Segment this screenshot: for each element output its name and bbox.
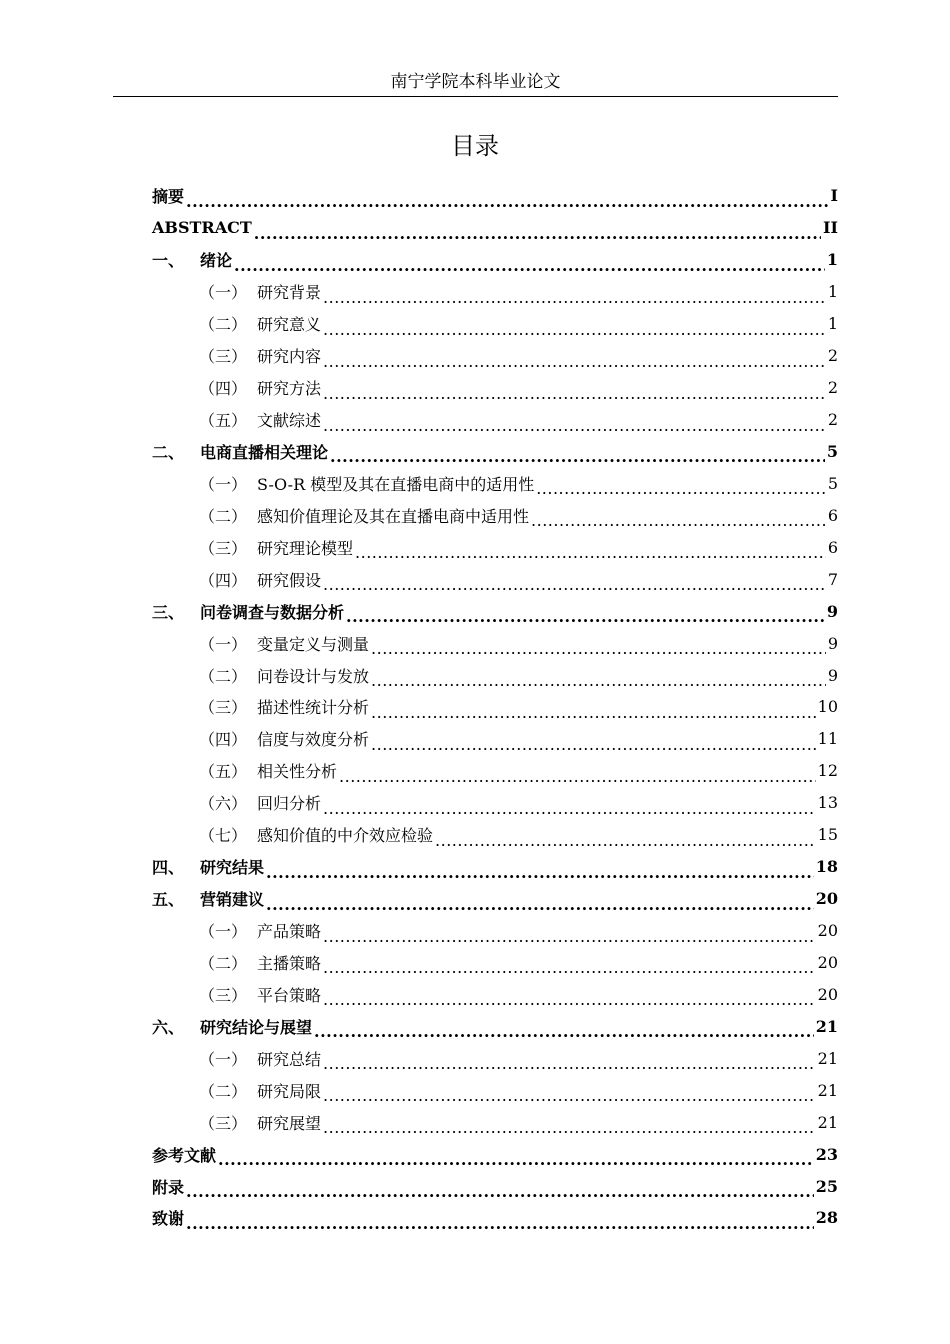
toc-entry-label: 研究意义: [257, 315, 322, 335]
dot-leader: [435, 831, 816, 851]
dot-leader: [186, 1182, 814, 1202]
toc-entry-page: 6: [827, 505, 838, 525]
toc-entry-page: 21: [817, 1112, 838, 1132]
toc-entry-page: 5: [826, 441, 838, 461]
toc-entry-number: 四、: [152, 858, 185, 878]
toc-entry-label: 感知价值的中介效应检验: [257, 826, 434, 846]
toc-entry-page: 20: [817, 921, 838, 941]
toc-entry-label: 参考文献: [152, 1145, 217, 1165]
dot-leader: [323, 927, 816, 947]
toc-entry[interactable]: [152, 244, 838, 276]
toc-entry-page: 2: [827, 346, 838, 366]
toc-entry[interactable]: [152, 787, 838, 819]
toc-entry-number: （四）: [199, 379, 248, 399]
toc-entry-page: 2: [827, 378, 838, 398]
dot-leader: [323, 1054, 816, 1074]
toc-title: 目录: [451, 132, 499, 161]
toc-entry-number: 一、: [152, 251, 185, 271]
toc-entry-page: 28: [815, 1208, 838, 1228]
toc-entry-number: （二）: [199, 666, 248, 686]
toc-entry[interactable]: [152, 467, 838, 499]
toc-entry[interactable]: [152, 1106, 838, 1138]
toc-entry[interactable]: [152, 180, 838, 212]
dot-leader: [266, 895, 814, 915]
toc-entry-number: （一）: [199, 634, 248, 654]
toc-entry-number: （七）: [199, 826, 248, 846]
dot-leader: [323, 1118, 816, 1138]
toc-entry-label: 研究局限: [257, 1081, 322, 1101]
toc-entry-number: （四）: [199, 570, 248, 590]
toc-entry[interactable]: [152, 404, 838, 436]
dot-leader: [323, 288, 826, 308]
toc-entry[interactable]: [152, 691, 838, 723]
toc-entry-label: 文献综述: [257, 411, 322, 431]
dot-leader: [266, 863, 814, 883]
dot-leader: [371, 735, 816, 755]
dot-leader: [234, 256, 825, 276]
toc-entry-number: （一）: [199, 922, 248, 942]
toc-entry-number: （三）: [199, 698, 248, 718]
dot-leader: [323, 352, 826, 372]
toc-entry-label: 主播策略: [257, 953, 322, 973]
dot-leader: [186, 192, 829, 212]
toc-entry[interactable]: [152, 1010, 838, 1042]
dot-leader: [330, 447, 825, 467]
toc-entry-number: （三）: [199, 1113, 248, 1133]
toc-entry-page: 12: [817, 761, 838, 781]
toc-entry-number: （二）: [199, 506, 248, 526]
dot-leader: [371, 639, 826, 659]
toc-entry[interactable]: [152, 851, 838, 883]
dot-leader: [323, 320, 826, 340]
toc-entry-label: 营销建议: [200, 890, 265, 910]
toc-entry-page: 15: [817, 825, 838, 845]
toc-entry-page: 23: [815, 1144, 838, 1164]
dot-leader: [218, 1150, 814, 1170]
toc-entry-label: 变量定义与测量: [257, 634, 370, 654]
toc-entry-label: 产品策略: [257, 922, 322, 942]
toc-entry[interactable]: [152, 883, 838, 915]
toc-entry-number: （三）: [199, 985, 248, 1005]
dot-leader: [371, 671, 826, 691]
dot-leader: [536, 479, 826, 499]
toc-entry-page: 11: [817, 729, 838, 749]
toc-entry[interactable]: [152, 1202, 838, 1234]
toc-entry-page: 2: [827, 410, 838, 430]
toc-entry-label: 附录: [152, 1177, 185, 1197]
dot-leader: [323, 384, 826, 404]
toc-entry-number: （三）: [199, 538, 248, 558]
toc-entry-label: 摘要: [152, 187, 185, 207]
toc-entry-label: 研究总结: [257, 1049, 322, 1069]
toc-entry-page: 9: [826, 601, 838, 621]
dot-leader: [323, 575, 826, 595]
toc-entry-page: 18: [815, 857, 838, 877]
dot-leader: [323, 958, 816, 978]
dot-leader: [323, 799, 816, 819]
toc-entry[interactable]: [152, 308, 838, 340]
toc-entry-label: 致谢: [152, 1209, 185, 1229]
toc-entry-page: II: [823, 218, 838, 238]
toc-entry-label: 研究结论与展望: [200, 1017, 313, 1037]
toc-entry-page: 1: [826, 250, 838, 270]
toc-entry-number: （一）: [199, 283, 248, 303]
toc-entry[interactable]: [152, 659, 838, 691]
toc-entry-page: 20: [815, 889, 838, 909]
toc-entry-label: 信度与效度分析: [257, 730, 370, 750]
toc-entry-label: 研究背景: [257, 283, 322, 303]
toc-entry[interactable]: [152, 436, 838, 468]
toc-entry-page: 20: [817, 952, 838, 972]
toc-entry-number: （二）: [199, 953, 248, 973]
toc-entry-label: 绪论: [200, 251, 233, 271]
toc-entry-label: 回归分析: [257, 794, 322, 814]
toc-entry[interactable]: [152, 499, 838, 531]
toc-entry-page: 10: [817, 697, 838, 717]
toc-entry[interactable]: [152, 595, 838, 627]
toc-entry[interactable]: [152, 340, 838, 372]
toc-list: [152, 180, 838, 1234]
toc-entry-number: （五）: [199, 411, 248, 431]
toc-entry-number: （五）: [199, 762, 248, 782]
toc-entry-page: 5: [827, 473, 838, 493]
toc-entry-number: （六）: [199, 794, 248, 814]
toc-entry-page: 7: [827, 569, 838, 589]
dot-leader: [186, 1214, 814, 1234]
toc-entry[interactable]: [152, 372, 838, 404]
toc-entry-label: 感知价值理论及其在直播电商中适用性: [257, 506, 530, 526]
toc-entry-page: 1: [827, 282, 838, 302]
toc-entry-label: S-O-R 模型及其在直播电商中的适用性: [257, 474, 535, 494]
toc-entry[interactable]: [152, 276, 838, 308]
toc-entry[interactable]: [152, 755, 838, 787]
dot-leader: [531, 511, 826, 531]
page-header: [113, 68, 838, 97]
toc-entry-page: 6: [827, 537, 838, 557]
toc-entry-number: （二）: [199, 315, 248, 335]
toc-entry-page: 21: [815, 1016, 838, 1036]
dot-leader: [323, 990, 816, 1010]
dot-leader: [254, 224, 821, 244]
toc-entry[interactable]: [152, 1042, 838, 1074]
toc-entry[interactable]: [152, 212, 838, 244]
toc-entry-page: 9: [827, 665, 838, 685]
toc-entry[interactable]: [152, 1170, 838, 1202]
toc-entry-label: 描述性统计分析: [257, 698, 370, 718]
dot-leader: [371, 703, 816, 723]
toc-entry-page: 20: [817, 984, 838, 1004]
toc-entry-page: 21: [817, 1080, 838, 1100]
header-text: 南宁学院本科毕业论文: [390, 72, 561, 92]
toc-entry-number: （二）: [199, 1081, 248, 1101]
dot-leader: [339, 767, 816, 787]
toc-entry-label: 问卷调查与数据分析: [200, 602, 345, 622]
toc-entry-label: 研究内容: [257, 347, 322, 367]
toc-entry-label: 研究假设: [257, 570, 322, 590]
toc-entry[interactable]: [152, 723, 838, 755]
toc-entry-page: 9: [827, 633, 838, 653]
toc-entry-label: ABSTRACT: [152, 218, 252, 238]
toc-entry[interactable]: [152, 915, 838, 947]
toc-entry[interactable]: [152, 1138, 838, 1170]
toc-entry[interactable]: [152, 531, 838, 563]
toc-entry[interactable]: [152, 563, 838, 595]
dot-leader: [323, 1086, 816, 1106]
toc-entry-page: 21: [817, 1048, 838, 1068]
toc-entry-number: （三）: [199, 347, 248, 367]
toc-entry-number: 六、: [152, 1017, 185, 1037]
toc-entry-page: I: [830, 186, 838, 206]
toc-entry-page: 13: [817, 793, 838, 813]
toc-entry-number: （四）: [199, 730, 248, 750]
toc-entry[interactable]: [152, 1074, 838, 1106]
toc-entry-label: 研究方法: [257, 379, 322, 399]
toc-entry-number: （一）: [199, 474, 248, 494]
toc-entry[interactable]: [152, 627, 838, 659]
toc-entry-number: （一）: [199, 1049, 248, 1069]
toc-entry-number: 二、: [152, 442, 185, 462]
toc-entry-label: 研究理论模型: [257, 538, 354, 558]
dot-leader: [314, 1022, 814, 1042]
toc-entry-label: 电商直播相关理论: [200, 442, 329, 462]
toc-entry-page: 1: [827, 314, 838, 334]
dot-leader: [346, 607, 825, 627]
dot-leader: [323, 416, 826, 436]
toc-entry-label: 研究结果: [200, 858, 265, 878]
toc-entry-label: 相关性分析: [257, 762, 338, 782]
toc-entry[interactable]: [152, 947, 838, 979]
toc-entry-label: 研究展望: [257, 1113, 322, 1133]
toc-entry[interactable]: [152, 978, 838, 1010]
toc-entry-label: 平台策略: [257, 985, 322, 1005]
toc-entry-page: 25: [815, 1176, 838, 1196]
toc-entry[interactable]: [152, 819, 838, 851]
toc-entry-number: 五、: [152, 890, 185, 910]
toc-entry-number: 三、: [152, 602, 185, 622]
dot-leader: [355, 543, 826, 563]
toc-entry-label: 问卷设计与发放: [257, 666, 370, 686]
